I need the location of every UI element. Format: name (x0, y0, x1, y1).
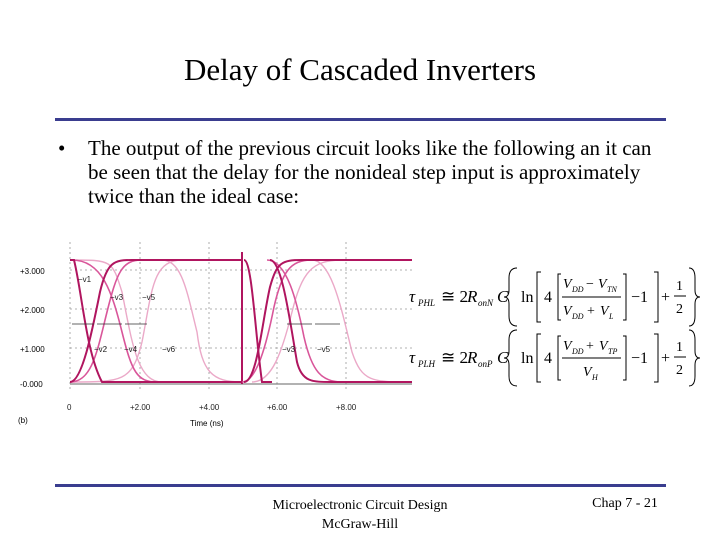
svg-text:≅ 2: ≅ 2 (441, 287, 468, 306)
svg-text:+: + (587, 304, 595, 319)
svg-text:2: 2 (676, 302, 683, 317)
svg-text:V: V (563, 304, 572, 319)
footer-source (230, 496, 490, 534)
svg-text:+: + (661, 289, 671, 306)
bullet-text: The output of the previous circuit looks like the following an it can be seen that the delay for the nonideal step input is approximately twice than the ideal case: (88, 136, 652, 208)
svg-text:TN: TN (607, 285, 617, 294)
svg-text:V: V (563, 339, 572, 354)
svg-text:L: L (609, 312, 614, 321)
svg-text:ln: ln (521, 350, 534, 367)
y-tick-label: +1.000 (20, 345, 45, 354)
curve-label: −v2 (94, 345, 108, 354)
svg-text:PHL: PHL (418, 298, 436, 308)
bullet-dot: • (58, 136, 66, 160)
curve-label: −v5 (317, 345, 331, 354)
curve-label: −v3 (282, 345, 296, 354)
svg-text:R: R (467, 287, 478, 306)
svg-text:TP: TP (608, 347, 618, 356)
title-divider (55, 118, 666, 121)
delay-equations (405, 260, 705, 395)
y-tick-label: -0.000 (20, 380, 43, 389)
svg-text:−1: −1 (631, 289, 649, 306)
svg-text:−: − (586, 277, 594, 292)
svg-text:DD: DD (572, 312, 584, 321)
svg-text:1: 1 (676, 279, 683, 294)
svg-text:ln: ln (521, 289, 534, 306)
svg-text:τ: τ (409, 287, 416, 306)
svg-text:+: + (661, 350, 671, 367)
svg-text:V: V (563, 277, 572, 292)
svg-text:onN: onN (478, 298, 494, 308)
waveform-plot (12, 232, 412, 432)
svg-text:H: H (592, 373, 598, 382)
waveform-figure (12, 232, 412, 437)
svg-text:C: C (497, 348, 509, 367)
curve-label: −v5 (142, 293, 156, 302)
svg-text:2: 2 (676, 363, 683, 378)
svg-text:DD: DD (572, 285, 584, 294)
svg-text:V: V (599, 339, 608, 354)
svg-text:onP: onP (478, 359, 493, 369)
svg-text:1: 1 (676, 340, 683, 355)
footer-publisher: McGraw-Hill (321, 517, 399, 532)
equations-graphic (405, 260, 705, 390)
equation-plh (409, 330, 700, 386)
slide-title: Delay of Cascaded Inverters (183, 52, 537, 87)
svg-text:−1: −1 (631, 350, 649, 367)
svg-text:V: V (600, 304, 609, 319)
x-tick-label: +4.00 (199, 403, 220, 412)
x-axis-label: Time (ns) (190, 419, 224, 428)
svg-text:C: C (497, 287, 509, 306)
svg-text:≅ 2: ≅ 2 (441, 348, 468, 367)
svg-text:R: R (467, 348, 478, 367)
curve-label: −v1 (78, 275, 92, 284)
x-tick-label: +8.00 (336, 403, 357, 412)
y-tick-label: +3.000 (20, 267, 45, 276)
curve-label: −v3 (110, 293, 124, 302)
footer-divider (55, 484, 666, 487)
curve-label: −v6 (162, 345, 176, 354)
x-tick-label: 0 (67, 403, 72, 412)
svg-text:DD: DD (572, 347, 584, 356)
svg-text:4: 4 (544, 350, 552, 367)
svg-text:V: V (583, 365, 592, 380)
panel-label: (b) (18, 416, 28, 425)
curve-label: −v4 (124, 345, 138, 354)
svg-text:PLH: PLH (418, 359, 436, 369)
svg-text:4: 4 (544, 289, 552, 306)
y-tick-label: +2.000 (20, 306, 45, 315)
x-tick-label: +6.00 (267, 403, 288, 412)
x-tick-label: +2.00 (130, 403, 151, 412)
svg-text:V: V (598, 277, 607, 292)
svg-text:+: + (586, 339, 594, 354)
footer-book-title: Microelectronic Circuit Design (272, 498, 448, 513)
footer-page-number: Chap 7 - 21 (592, 496, 658, 511)
equation-phl (409, 268, 700, 326)
svg-text:τ: τ (409, 348, 416, 367)
